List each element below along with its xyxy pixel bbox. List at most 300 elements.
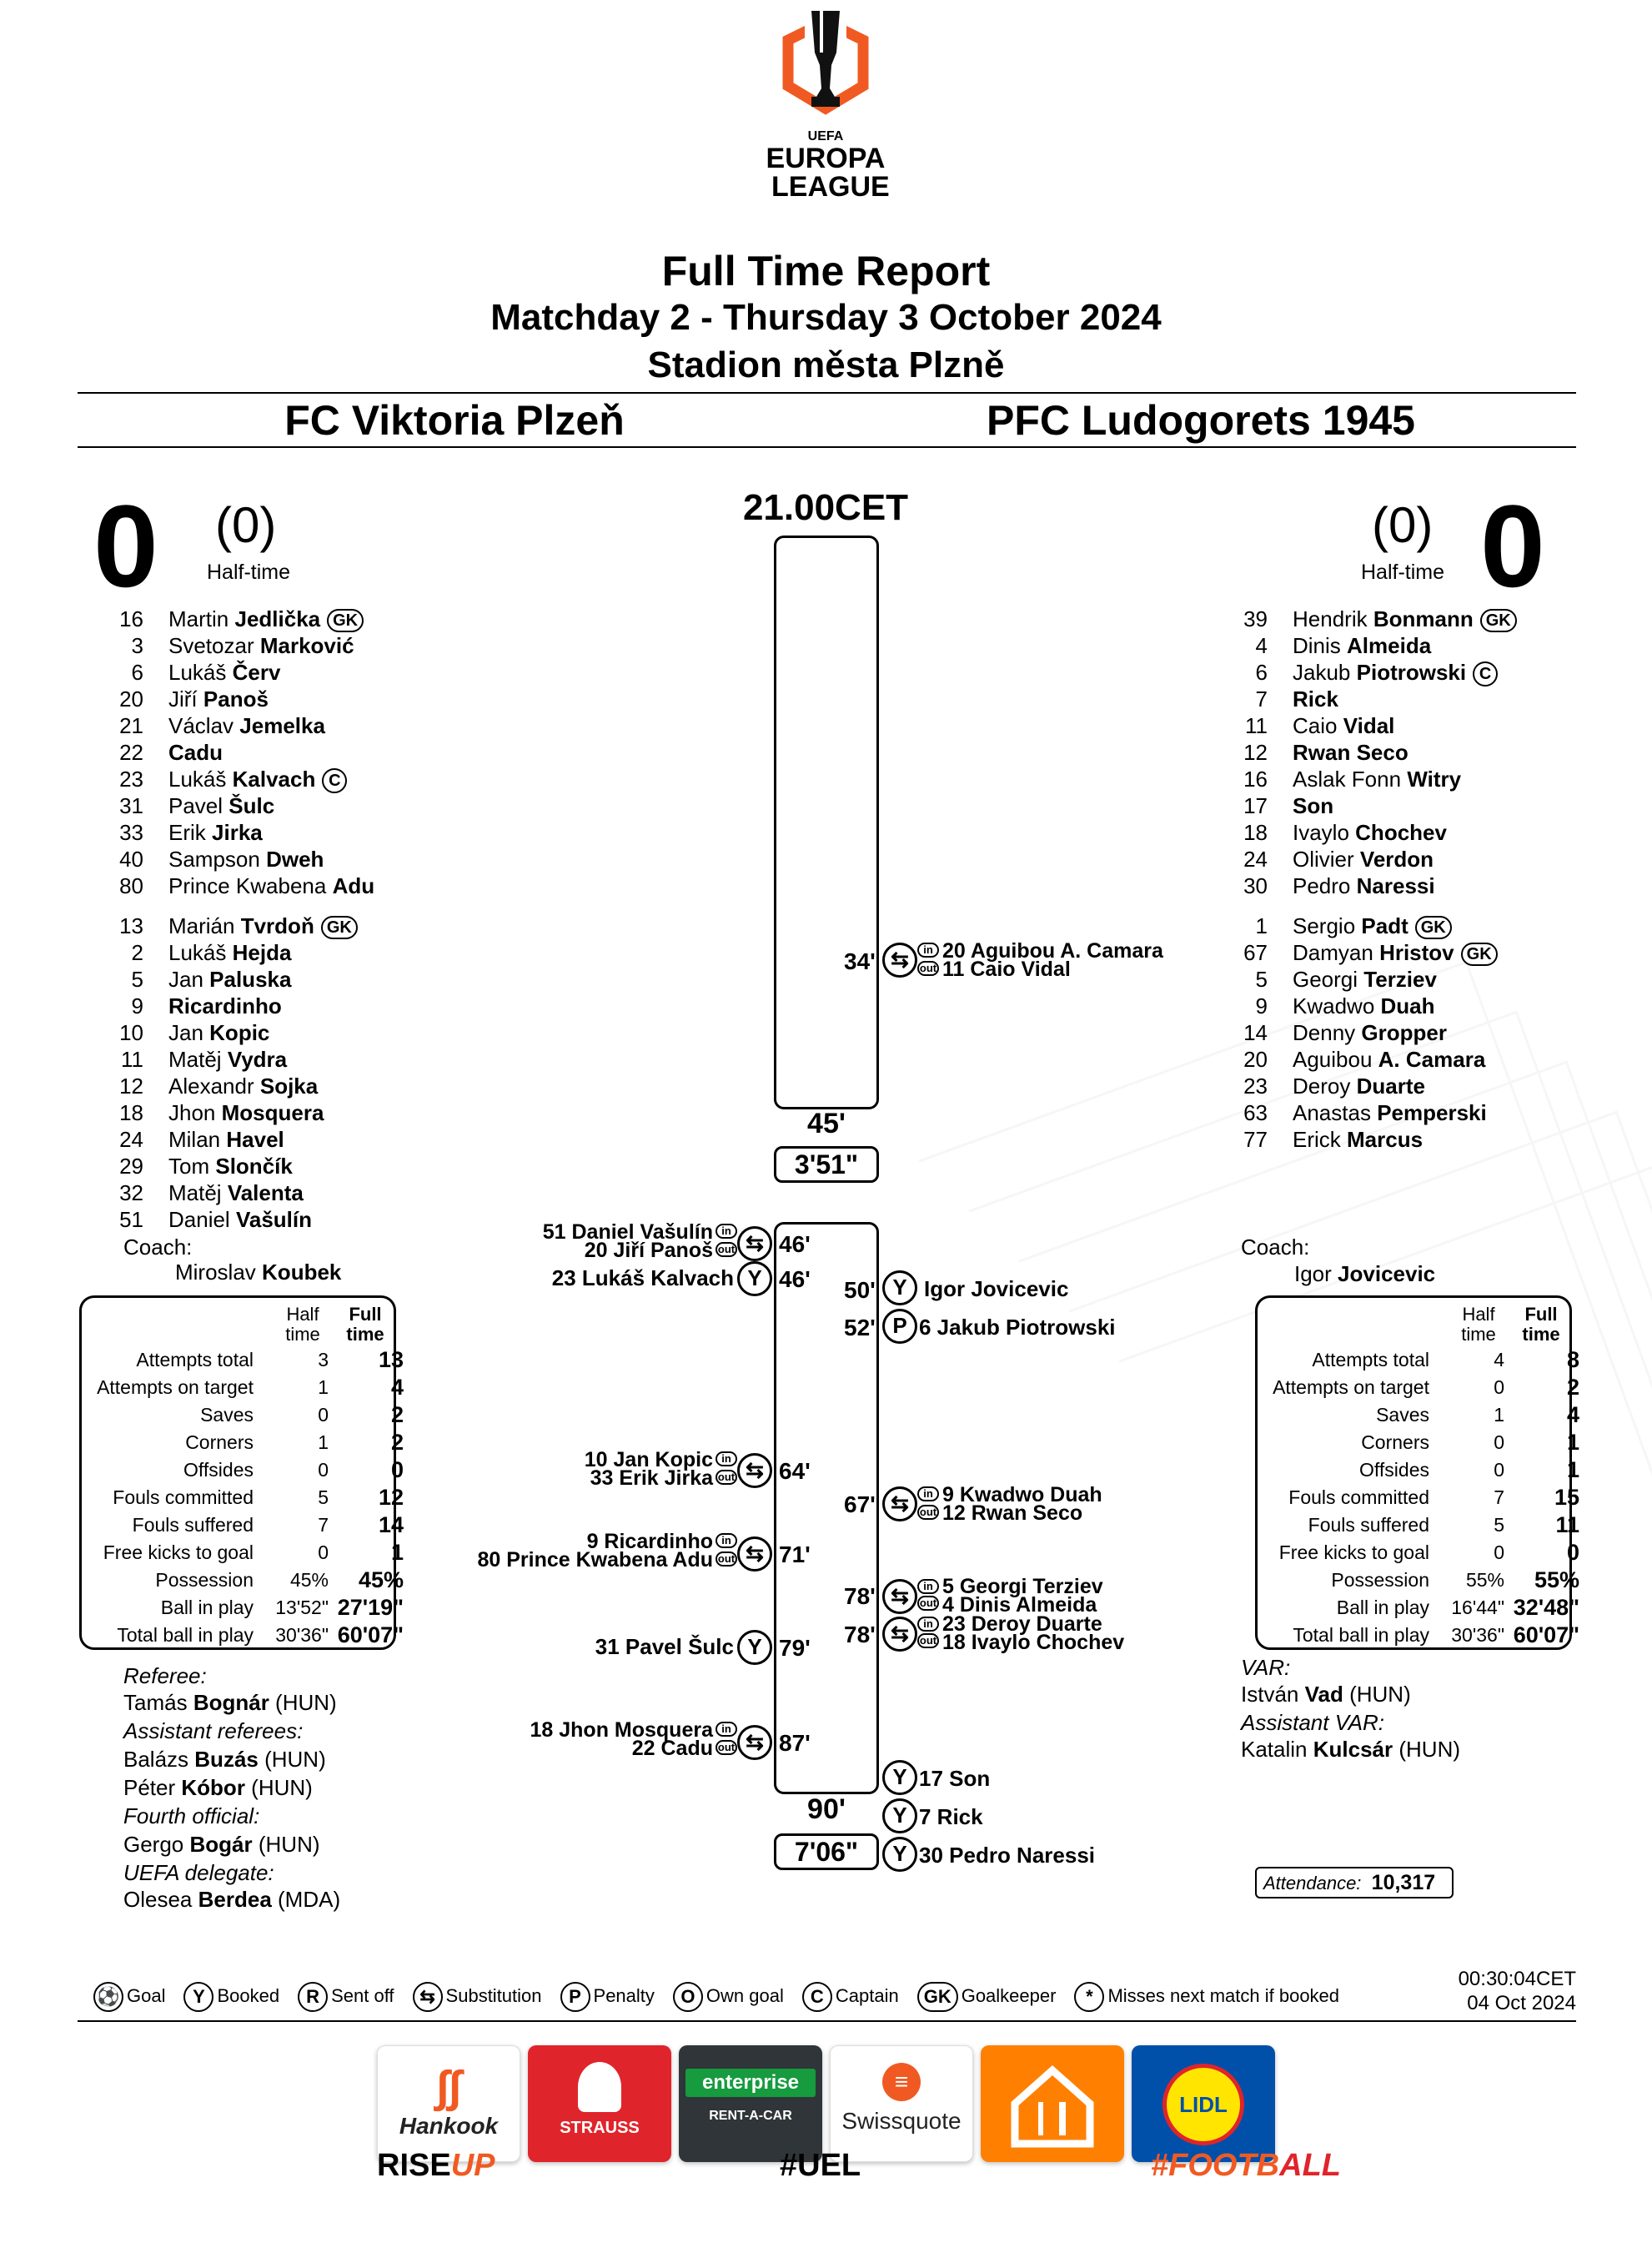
stat-full-value: 45% bbox=[358, 1567, 404, 1592]
player-first-name: Marián bbox=[168, 913, 235, 938]
player-last-name: Duah bbox=[1380, 993, 1435, 1018]
player-number: 29 bbox=[119, 1154, 143, 1179]
hankook-logo-icon: ∫∫ bbox=[436, 2062, 461, 2112]
away-stats-full-header: Full time bbox=[1522, 1304, 1560, 1345]
stat-full-value: 60'07" bbox=[337, 1622, 404, 1647]
booked-icon: Y bbox=[882, 1270, 917, 1305]
attendance-box bbox=[1255, 1867, 1454, 1898]
player-number: 20 bbox=[1243, 1047, 1268, 1072]
home-stats-table bbox=[79, 1295, 404, 1650]
player-last-name: Hristov bbox=[1379, 940, 1454, 965]
booked-icon: Y bbox=[183, 1982, 213, 2012]
generated-time: 00:30:04CET bbox=[1458, 1968, 1576, 1990]
player-row bbox=[93, 1153, 293, 1179]
player-row bbox=[1218, 1019, 1447, 1046]
goalkeeper-icon: GK bbox=[1415, 916, 1452, 939]
var-label: VAR: bbox=[1241, 1655, 1291, 1680]
swissquote-logo-icon: ≡ bbox=[882, 2063, 921, 2101]
player-row bbox=[1218, 819, 1447, 846]
player-first-name: Hendrik bbox=[1293, 606, 1368, 631]
player-last-name: Terziev bbox=[1363, 967, 1437, 992]
player-last-name: Marcus bbox=[1347, 1127, 1424, 1152]
legend-label: Goalkeeper bbox=[961, 1984, 1057, 2006]
goal-icon: ⚽ bbox=[93, 1982, 123, 2012]
event-et1-player: 17 Son bbox=[919, 1766, 991, 1791]
stat-row bbox=[1258, 1374, 1579, 1401]
stat-label: Attempts on target bbox=[97, 1376, 254, 1398]
stat-row bbox=[1258, 1484, 1579, 1511]
player-row bbox=[1218, 686, 1338, 712]
stat-full-value: 0 bbox=[390, 1457, 404, 1482]
home-ht-score: (0) bbox=[215, 497, 277, 553]
stat-half-value: 0 bbox=[318, 1459, 329, 1481]
event-87-minute: 87' bbox=[779, 1730, 811, 1756]
stat-half-value: 0 bbox=[318, 1541, 329, 1563]
in-icon: in bbox=[716, 1451, 737, 1466]
player-first-name: Caio bbox=[1293, 713, 1338, 738]
player-row bbox=[1218, 1046, 1485, 1073]
divider-teams bbox=[78, 446, 1576, 448]
event-78b-in: 23 Deroy Duarte bbox=[942, 1612, 1102, 1636]
goalkeeper-icon: GK bbox=[1461, 943, 1498, 966]
player-first-name: Dinis bbox=[1293, 633, 1341, 658]
report-title: Full Time Report bbox=[661, 248, 991, 294]
player-row bbox=[1218, 913, 1452, 939]
player-first-name: Jan bbox=[168, 1020, 203, 1045]
full-mark: 90' bbox=[807, 1793, 846, 1825]
player-last-name: Chochev bbox=[1355, 820, 1447, 845]
player-last-name: Šulc bbox=[228, 793, 275, 818]
player-number: 18 bbox=[119, 1100, 143, 1125]
stat-half-value: 30'36" bbox=[1451, 1624, 1504, 1646]
player-row bbox=[93, 846, 324, 873]
stat-half-value: 0 bbox=[1494, 1431, 1504, 1453]
in-icon: in bbox=[716, 1533, 737, 1548]
stat-row bbox=[1258, 1539, 1579, 1567]
player-first-name: Lukáš bbox=[168, 767, 227, 792]
player-row bbox=[93, 739, 223, 766]
event-78a-minute: 78' bbox=[844, 1583, 876, 1609]
stat-label: Total ball in play bbox=[1293, 1624, 1429, 1646]
home-team-name: FC Viktoria Plzeň bbox=[284, 397, 625, 444]
stat-label: Saves bbox=[200, 1404, 254, 1426]
stat-full-value: 4 bbox=[1566, 1402, 1579, 1427]
player-number: 67 bbox=[1243, 940, 1268, 965]
generated-date: 04 Oct 2024 bbox=[1467, 1992, 1576, 2014]
player-last-name: Son bbox=[1293, 793, 1334, 818]
matchday-info: Matchday 2 - Thursday 3 October 2024 bbox=[490, 297, 1162, 338]
stat-label: Fouls suffered bbox=[132, 1514, 254, 1536]
event-50-player: Igor Jovicevic bbox=[924, 1276, 1069, 1301]
event-et3-player: 30 Pedro Naressi bbox=[919, 1843, 1096, 1868]
stat-label: Fouls committed bbox=[113, 1486, 254, 1508]
sponsor-swissquote bbox=[830, 2045, 973, 2162]
player-first-name: Matěj bbox=[168, 1180, 222, 1205]
player-last-name: Pemperski bbox=[1377, 1100, 1487, 1125]
stat-half-value: 0 bbox=[1494, 1459, 1504, 1481]
player-last-name: Rick bbox=[1293, 686, 1338, 712]
player-row bbox=[1218, 939, 1498, 966]
event-71-minute: 71' bbox=[779, 1541, 811, 1567]
event-50-minute: 50' bbox=[844, 1277, 876, 1303]
event-67-minute: 67' bbox=[844, 1491, 876, 1517]
stat-half-value: 16'44" bbox=[1451, 1597, 1504, 1618]
hankook-label: Hankook bbox=[399, 2113, 499, 2139]
stat-label: Free kicks to goal bbox=[1278, 1541, 1429, 1563]
fourth-official-name: Gergo Bogár (HUN) bbox=[123, 1832, 320, 1857]
booked-icon: Y bbox=[882, 1760, 917, 1795]
penalty-icon: P bbox=[882, 1309, 917, 1344]
half-mark: 45' bbox=[807, 1108, 846, 1139]
home-coach-last: Koubek bbox=[262, 1260, 342, 1285]
var-name: István Vad (HUN) bbox=[1241, 1682, 1411, 1707]
player-number: 23 bbox=[1243, 1074, 1268, 1099]
substitution-icon: ⇆ bbox=[737, 1725, 772, 1760]
referee-label: Referee: bbox=[123, 1663, 207, 1688]
player-last-name: Verdon bbox=[1359, 847, 1434, 872]
player-number: 3 bbox=[131, 633, 143, 658]
out-icon: out bbox=[716, 1551, 737, 1567]
swissquote-label: Swissquote bbox=[841, 2108, 962, 2134]
in-icon: in bbox=[917, 1579, 939, 1594]
stat-row bbox=[82, 1484, 404, 1511]
asterisk-icon: * bbox=[1074, 1982, 1104, 2012]
event-46b-minute: 46' bbox=[779, 1266, 811, 1292]
player-number: 12 bbox=[119, 1074, 143, 1099]
player-first-name: Svetozar bbox=[168, 633, 254, 658]
player-first-name: Alexandr bbox=[168, 1074, 254, 1099]
stat-half-value: 30'36" bbox=[275, 1624, 329, 1646]
stat-label: Saves bbox=[1376, 1404, 1429, 1426]
player-last-name: Kalvach bbox=[232, 767, 316, 792]
stat-label: Possession bbox=[1331, 1569, 1429, 1591]
player-last-name: Červ bbox=[232, 660, 281, 685]
stat-row bbox=[82, 1511, 404, 1539]
away-team-name: PFC Ludogorets 1945 bbox=[987, 397, 1415, 444]
substitution-icon: ⇆ bbox=[882, 1617, 917, 1652]
player-last-name: Jedlička bbox=[234, 606, 321, 631]
event-46a-minute: 46' bbox=[779, 1231, 811, 1257]
stat-label: Ball in play bbox=[160, 1597, 254, 1618]
stat-full-value: 13 bbox=[378, 1347, 404, 1372]
player-row bbox=[93, 632, 354, 659]
stat-row bbox=[1258, 1511, 1579, 1539]
stat-row bbox=[1258, 1594, 1579, 1622]
full-added-time: 7'06" bbox=[774, 1833, 879, 1870]
stat-label: Offsides bbox=[1359, 1459, 1429, 1481]
event-64-minute: 64' bbox=[779, 1458, 811, 1484]
substitution-icon: ⇆ bbox=[413, 1982, 443, 2012]
assistant-referee-1: Balázs Buzás (HUN) bbox=[123, 1747, 326, 1772]
stat-half-value: 0 bbox=[1494, 1541, 1504, 1563]
away-stats-half-header: Half time bbox=[1461, 1304, 1496, 1345]
player-number: 16 bbox=[1243, 767, 1268, 792]
player-number: 30 bbox=[1243, 873, 1268, 898]
stat-half-value: 13'52" bbox=[275, 1597, 329, 1618]
player-first-name: Lukáš bbox=[168, 660, 227, 685]
away-ht-score: (0) bbox=[1372, 497, 1434, 553]
player-row bbox=[93, 1046, 287, 1073]
stat-full-value: 55% bbox=[1534, 1567, 1579, 1592]
player-number: 6 bbox=[131, 660, 143, 685]
legend-item bbox=[673, 1982, 784, 2012]
delegate-name: Olesea Berdea (MDA) bbox=[123, 1887, 341, 1912]
goalkeeper-icon: GK bbox=[321, 916, 358, 939]
player-first-name: Jiří bbox=[168, 686, 198, 712]
player-row bbox=[93, 1099, 324, 1126]
event-34-in: 20 Aguibou A. Camara bbox=[942, 939, 1163, 963]
goalkeeper-icon: GK bbox=[917, 1982, 958, 2012]
player-first-name: Jakub bbox=[1293, 660, 1351, 685]
player-first-name: Jhon bbox=[168, 1100, 216, 1125]
player-last-name: Slončík bbox=[215, 1154, 293, 1179]
away-stats-table bbox=[1255, 1295, 1579, 1650]
stat-full-value: 0 bbox=[1566, 1540, 1579, 1565]
player-row bbox=[93, 1126, 284, 1153]
player-row bbox=[1218, 632, 1431, 659]
in-icon: in bbox=[917, 1617, 939, 1632]
stat-half-value: 3 bbox=[318, 1349, 329, 1370]
player-number: 39 bbox=[1243, 606, 1268, 631]
stat-row bbox=[82, 1374, 404, 1401]
stat-full-value: 2 bbox=[390, 1430, 404, 1455]
event-46b-player: 23 Lukáš Kalvach bbox=[551, 1265, 734, 1290]
stat-full-value: 1 bbox=[1566, 1457, 1579, 1482]
in-icon: in bbox=[716, 1224, 737, 1239]
legend-item bbox=[560, 1982, 655, 2012]
legend-item bbox=[802, 1982, 899, 2012]
event-et2-player: 7 Rick bbox=[919, 1804, 983, 1829]
player-first-name: Georgi bbox=[1293, 967, 1358, 992]
captain-icon: C bbox=[802, 1982, 832, 2012]
player-number: 13 bbox=[119, 913, 143, 938]
trophy-icon bbox=[771, 7, 880, 123]
booked-icon: Y bbox=[737, 1261, 772, 1296]
booked-icon: Y bbox=[882, 1837, 917, 1872]
player-number: 17 bbox=[1243, 793, 1268, 818]
stat-label: Fouls committed bbox=[1288, 1486, 1429, 1508]
player-row bbox=[1218, 792, 1333, 819]
stat-label: Attempts on target bbox=[1273, 1376, 1429, 1398]
stat-row bbox=[1258, 1346, 1579, 1374]
divider-top bbox=[78, 392, 1576, 394]
event-87-in: 18 Jhon Mosquera bbox=[530, 1718, 713, 1742]
stat-label: Total ball in play bbox=[117, 1624, 254, 1646]
event-79-minute: 79' bbox=[779, 1635, 811, 1661]
stat-full-value: 8 bbox=[1566, 1347, 1579, 1372]
substitution-icon: ⇆ bbox=[882, 1486, 917, 1521]
player-first-name: Denny bbox=[1293, 1020, 1356, 1045]
lidl-label: LIDL bbox=[1162, 2064, 1244, 2145]
player-last-name: Paluska bbox=[209, 967, 292, 992]
away-score: 0 bbox=[1480, 480, 1545, 611]
player-last-name: Jirka bbox=[212, 820, 263, 845]
event-71-out: 80 Prince Kwabena Adu bbox=[477, 1548, 713, 1572]
player-row bbox=[1218, 606, 1517, 632]
europa-league-logo bbox=[766, 7, 890, 215]
stat-full-value: 1 bbox=[390, 1540, 404, 1565]
booked-icon: Y bbox=[737, 1630, 772, 1665]
stat-half-value: 55% bbox=[1465, 1569, 1504, 1591]
player-number: 40 bbox=[119, 847, 143, 872]
player-last-name: Sojka bbox=[259, 1074, 319, 1099]
player-row bbox=[93, 1179, 304, 1206]
player-row bbox=[93, 792, 274, 819]
player-row bbox=[1218, 1073, 1425, 1099]
referee-name: Tamás Bognár (HUN) bbox=[123, 1690, 337, 1715]
player-last-name: Hejda bbox=[232, 940, 292, 965]
stat-row bbox=[1258, 1622, 1579, 1649]
assistants-label: Assistant referees: bbox=[123, 1718, 304, 1743]
legend-item bbox=[1074, 1982, 1339, 2012]
player-number: 11 bbox=[1245, 713, 1268, 738]
uel-hashtag: #UEL bbox=[780, 2148, 861, 2183]
assistant-referee-2: Péter Kóbor (HUN) bbox=[123, 1775, 313, 1800]
away-coach-last: Jovicevic bbox=[1338, 1261, 1436, 1286]
player-row bbox=[93, 1019, 269, 1046]
captain-icon: C bbox=[322, 768, 347, 793]
player-last-name: Padt bbox=[1361, 913, 1408, 938]
out-icon: out bbox=[716, 1740, 737, 1755]
attendance-value: 10,317 bbox=[1371, 1871, 1436, 1894]
home-ht-label: Half-time bbox=[207, 561, 291, 584]
stat-label: Fouls suffered bbox=[1308, 1514, 1429, 1536]
divider-bottom bbox=[78, 2020, 1576, 2022]
event-67-in: 9 Kwadwo Duah bbox=[942, 1483, 1102, 1506]
stat-full-value: 11 bbox=[1555, 1512, 1579, 1537]
player-last-name: Dweh bbox=[266, 847, 324, 872]
fourth-official-label: Fourth official: bbox=[123, 1803, 260, 1828]
sponsor-lidl bbox=[1132, 2045, 1275, 2162]
event-64-in: 10 Jan Kopic bbox=[584, 1448, 713, 1471]
event-34-minute: 34' bbox=[844, 948, 876, 974]
player-row bbox=[93, 913, 358, 939]
riseup-tag: RISEUP bbox=[377, 2148, 495, 2183]
stat-half-value: 1 bbox=[1494, 1404, 1504, 1426]
player-last-name: Vidal bbox=[1343, 713, 1395, 738]
home-coach-first: Miroslav bbox=[175, 1260, 256, 1285]
legend-label: Booked bbox=[217, 1984, 280, 2006]
player-last-name: Cadu bbox=[168, 740, 223, 765]
player-row bbox=[93, 686, 269, 712]
sponsor-enterprise bbox=[679, 2045, 822, 2162]
stat-row bbox=[82, 1429, 404, 1456]
stat-half-value: 7 bbox=[1494, 1486, 1504, 1508]
stat-half-value: 1 bbox=[318, 1376, 329, 1398]
player-last-name: Mosquera bbox=[221, 1100, 324, 1125]
player-row bbox=[1218, 873, 1435, 899]
captain-icon: C bbox=[1473, 661, 1498, 686]
enterprise-subtitle: RENT-A-CAR bbox=[709, 2109, 792, 2123]
stadium-name: Stadion města Plzně bbox=[647, 344, 1005, 385]
player-number: 4 bbox=[1255, 633, 1268, 658]
player-row bbox=[93, 873, 374, 899]
avar-name: Katalin Kulcsár (HUN) bbox=[1241, 1737, 1461, 1762]
out-icon: out bbox=[917, 961, 939, 976]
event-78a-in: 5 Georgi Terziev bbox=[942, 1575, 1103, 1598]
stat-half-value: 0 bbox=[318, 1404, 329, 1426]
stat-row bbox=[82, 1594, 404, 1622]
legend-label: Own goal bbox=[705, 1984, 784, 2006]
player-first-name: Kwadwo bbox=[1293, 993, 1375, 1018]
stat-row bbox=[1258, 1456, 1579, 1484]
player-first-name: Deroy bbox=[1293, 1074, 1351, 1099]
player-last-name: Jemelka bbox=[239, 713, 325, 738]
event-79-player: 31 Pavel Šulc bbox=[595, 1634, 734, 1659]
legend-label: Misses next match if booked bbox=[1107, 1984, 1340, 2006]
player-row bbox=[1218, 659, 1498, 686]
stat-row bbox=[82, 1401, 404, 1429]
legend-label: Penalty bbox=[593, 1984, 655, 2006]
away-coach-label: Coach: bbox=[1241, 1235, 1310, 1260]
in-icon: in bbox=[716, 1722, 737, 1737]
out-icon: out bbox=[917, 1505, 939, 1520]
player-row bbox=[1218, 766, 1461, 792]
player-row bbox=[1218, 712, 1394, 739]
player-number: 24 bbox=[1243, 847, 1268, 872]
stat-full-value: 14 bbox=[378, 1512, 404, 1537]
in-icon: in bbox=[917, 1486, 939, 1501]
stat-label: Free kicks to goal bbox=[103, 1541, 254, 1563]
legend-item bbox=[917, 1982, 1057, 2012]
away-coach bbox=[1294, 1261, 1435, 1287]
player-number: 16 bbox=[119, 606, 143, 631]
player-number: 5 bbox=[1255, 967, 1268, 992]
player-row bbox=[1218, 993, 1435, 1019]
player-row bbox=[1218, 1099, 1487, 1126]
player-row bbox=[1218, 846, 1434, 873]
home-coach-label: Coach: bbox=[123, 1235, 193, 1260]
player-number: 1 bbox=[1255, 913, 1268, 938]
player-row bbox=[93, 659, 280, 686]
player-last-name: Duarte bbox=[1356, 1074, 1425, 1099]
player-number: 24 bbox=[119, 1127, 143, 1152]
legend-item bbox=[183, 1982, 279, 2012]
player-first-name: Sampson bbox=[168, 847, 260, 872]
legend-item bbox=[413, 1982, 542, 2012]
player-first-name: Milan bbox=[168, 1127, 221, 1152]
player-number: 5 bbox=[131, 967, 143, 992]
stat-half-value: 5 bbox=[318, 1486, 329, 1508]
player-first-name: Martin bbox=[168, 606, 229, 631]
player-row bbox=[93, 766, 347, 792]
legend-item bbox=[93, 1982, 165, 2012]
event-71-in: 9 Ricardinho bbox=[586, 1530, 713, 1553]
player-last-name: Ricardinho bbox=[168, 993, 282, 1018]
player-first-name: Daniel bbox=[168, 1207, 230, 1232]
delegate-label: UEFA delegate: bbox=[123, 1860, 274, 1885]
event-78b-out: 18 Ivaylo Chochev bbox=[942, 1631, 1125, 1654]
player-number: 10 bbox=[119, 1020, 143, 1045]
player-last-name: Witry bbox=[1407, 767, 1462, 792]
player-first-name: Jan bbox=[168, 967, 203, 992]
substitution-icon: ⇆ bbox=[737, 1226, 772, 1261]
home-score: 0 bbox=[93, 480, 158, 611]
player-number: 12 bbox=[1243, 740, 1268, 765]
stat-label: Attempts total bbox=[136, 1349, 254, 1370]
player-first-name: Prince Kwabena bbox=[168, 873, 327, 898]
player-first-name: Václav bbox=[168, 713, 234, 738]
house-cutlery-icon bbox=[1002, 2054, 1102, 2154]
sponsor-strauss bbox=[528, 2045, 671, 2162]
stat-label: Corners bbox=[185, 1431, 254, 1453]
event-46-out: 20 Jiří Panoš bbox=[584, 1239, 713, 1262]
player-number: 2 bbox=[131, 940, 143, 965]
sponsor-just-eat bbox=[981, 2045, 1124, 2162]
substitution-icon: ⇆ bbox=[737, 1536, 772, 1572]
player-number: 77 bbox=[1243, 1127, 1268, 1152]
stat-full-value: 27'19" bbox=[337, 1595, 404, 1620]
